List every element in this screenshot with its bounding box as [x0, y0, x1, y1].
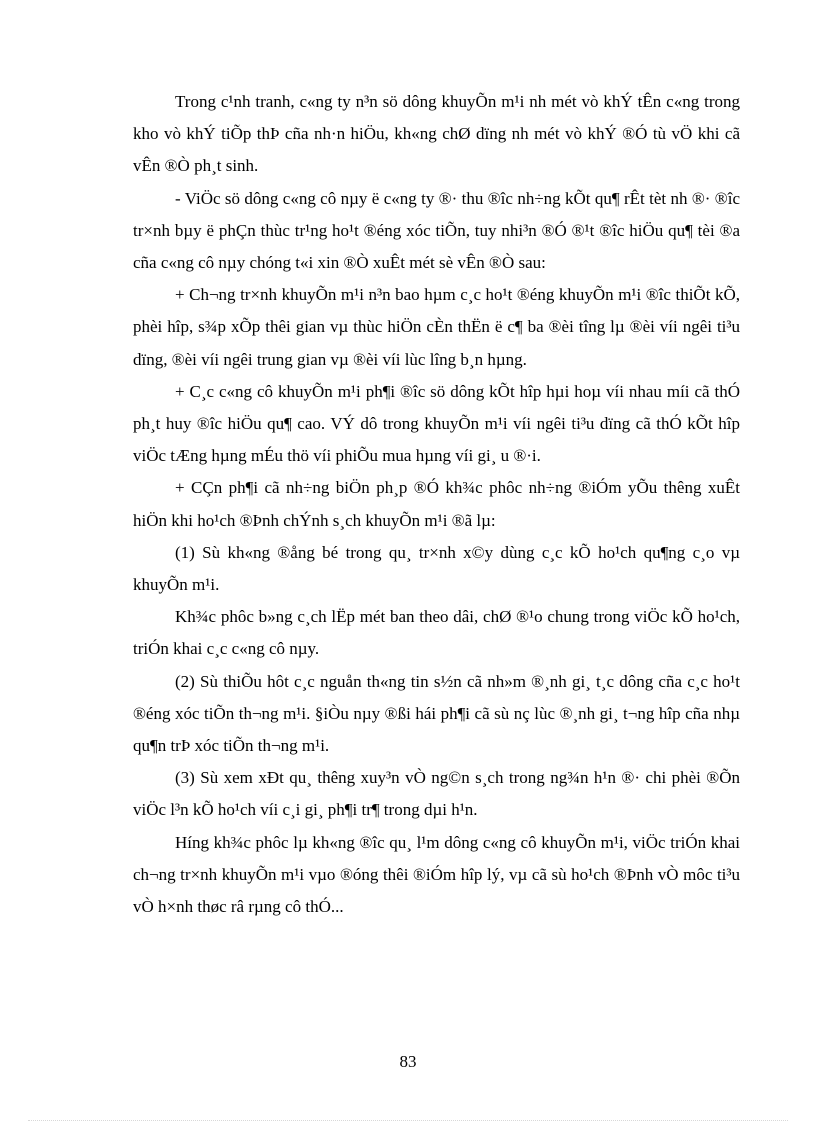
paragraph-tool-combination: + C¸c c«ng cô khuyÕn m¹i ph¶i ®îc sö dông kÕt hîp hµi hoµ víi nhau míi cã thÓ ph¸t huy ®îc hiÖu qu¶ cao. VÝ dô trong khuyÕn m¹i víi ngêi ti³u dïng cã thÓ kÕt hîp viÖc tÆng hµng mÉu thö víi phiÕu mua hµng víi gi¸ u ®·i. — [133, 381, 740, 466]
paragraph-program-scope: + Ch¬ng tr×nh khuyÕn m¹i n³n bao hµm c¸c ho¹t ®éng khuyÕn m¹i ®îc thiÕt kÕ, phèi hîp, s¾p xÕp thêi gian vµ thùc hiÖn cÈn thËn ë c¶ ba ®èi tîng lµ ®èi víi ngêi ti³u dïng, ®èi víi ngêi trung gian vµ ®èi víi lùc lîng b¸n hµng. — [133, 285, 740, 369]
footer-dotted-rule — [28, 1120, 788, 1121]
paragraph-results: - ViÖc sö dông c«ng cô nµy ë c«ng ty ®· thu ®îc nh÷ng kÕt qu¶ rÊt tèt nh ®· ®îc tr×nh bµy ë phÇn thùc tr¹ng ho¹t ®éng xóc tiÕn, tuy nhi³n ®Ó ®¹t ®îc hiÖu qu¶ tèi ®a cña c«ng cô nµy chóng t«i xin ®Ò xuÊt mét sè vÊn ®Ò sau: — [133, 188, 740, 273]
page-number: 83 — [399, 1052, 417, 1071]
paragraph-weakness-1: (1) Sù kh«ng ®ång bé trong qu¸ tr×nh x©y dùng c¸c kÕ ho¹ch qu¶ng c¸o vµ khuyÕn m¹i. — [133, 542, 740, 595]
page-body — [133, 86, 740, 923]
paragraph-weakness-2: (2) Sù thiÕu hôt c¸c nguån th«ng tin s½n cã nh»m ®¸nh gi¸ t¸c dông cña c¸c ho¹t ®éng xóc tiÕn th¬ng m¹i. §iÒu nµy ®ßi hái ph¶i cã sù nç lùc ®¸nh gi¸ t¬ng hîp cña nhµ qu¶n trÞ xóc tiÕn th¬ng m¹i. — [133, 671, 740, 756]
paragraph-weakness-measures: + CÇn ph¶i cã nh÷ng biÖn ph¸p ®Ó kh¾c phôc nh÷ng ®iÓm yÕu thêng xuÊt hiÖn khi ho¹ch ®Þnh chÝnh s¸ch khuyÕn m¹i ®ã lµ: — [133, 478, 740, 530]
paragraph-remedy-1: Kh¾c phôc b»ng c¸ch lËp mét ban theo dâi, chØ ®¹o chung trong viÖc kÕ ho¹ch, triÓn khai c¸c c«ng cô nµy. — [133, 607, 740, 659]
paragraph-competition-intro: Trong c¹nh tranh, c«ng ty n³n sö dông khuyÕn m¹i nh mét vò khÝ tÊn c«ng trong kho vò khÝ tiÕp thÞ cña nh·n hiÖu, kh«ng chØ dïng nh mét vò khÝ ®Ó tù vÖ khi cã vÊn ®Ò ph¸t sinh. — [133, 92, 740, 176]
paragraph-remedy-conclusion: Híng kh¾c phôc lµ kh«ng ®îc qu¸ l¹m dông c«ng cô khuyÕn m¹i, viÖc triÓn khai ch¬ng tr×nh khuyÕn m¹i vµo ®óng thêi ®iÓm hîp lý, vµ cã sù ho¹ch ®Þnh vÒ môc ti³u vÒ h×nh thøc râ rµng cô thÓ... — [133, 832, 740, 917]
paragraph-weakness-3: (3) Sù xem xÐt qu¸ thêng xuy³n vÒ ng©n s¸ch trong ng¾n h¹n ®· chi phèi ®Õn viÖc l³n kÕ ho¹ch víi c¸i gi¸ ph¶i tr¶ trong dµi h¹n. — [133, 768, 740, 820]
